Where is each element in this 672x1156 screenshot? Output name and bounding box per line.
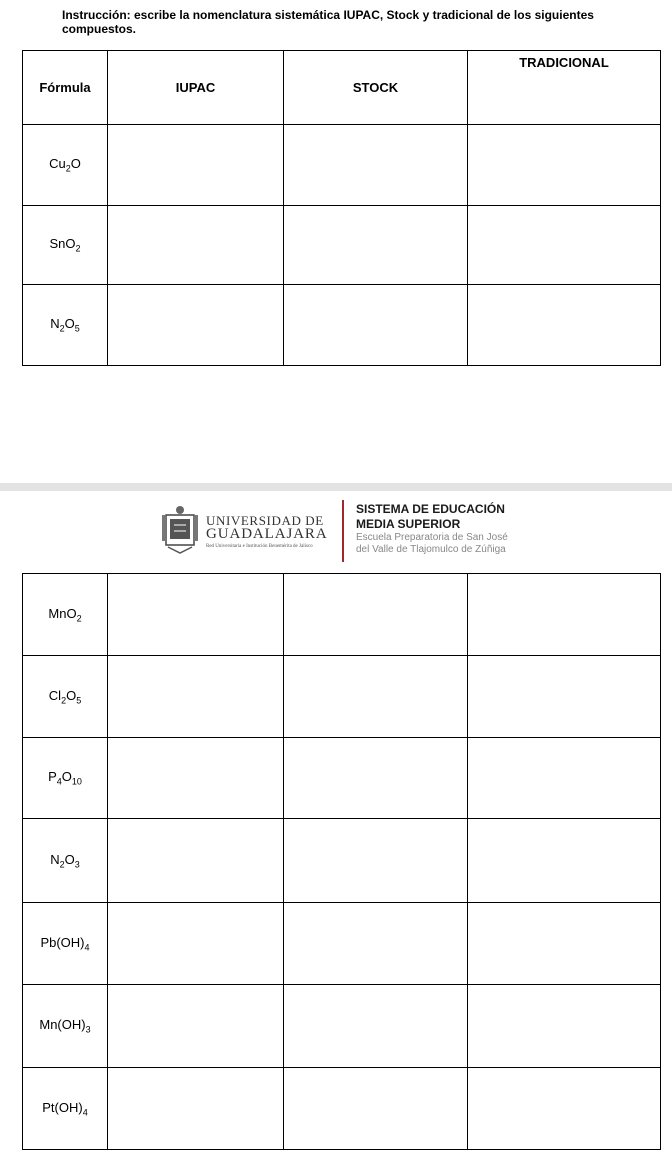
stock-answer-cell[interactable]	[284, 574, 468, 656]
table-row	[23, 574, 661, 656]
instruction-text: Instrucción: escribe la nomenclatura sistemática IUPAC, Stock y tradicional de los siguientes compuestos.	[62, 8, 594, 36]
stock-answer-cell[interactable]	[284, 903, 468, 985]
formula-subscript: 2	[75, 243, 81, 254]
formula-text: N	[50, 851, 60, 867]
header-formula: Fórmula	[23, 51, 108, 125]
header-stock: STOCK	[284, 51, 468, 125]
formula-subscript: 5	[76, 695, 82, 706]
table-row	[23, 656, 661, 738]
formula-subscript: 10	[71, 776, 82, 787]
tradicional-answer-cell[interactable]	[468, 125, 661, 206]
formula-text: O	[66, 687, 77, 703]
formula-subscript: 3	[85, 1024, 91, 1035]
iupac-answer-cell[interactable]	[108, 206, 284, 285]
logo-divider	[342, 500, 344, 562]
tradicional-answer-cell[interactable]	[468, 574, 661, 656]
institution-header	[0, 495, 672, 565]
iupac-answer-cell[interactable]	[108, 574, 284, 656]
formula-cell	[23, 985, 108, 1068]
tradicional-answer-cell[interactable]	[468, 819, 661, 903]
formula-subscript: 4	[84, 942, 90, 953]
table-row	[23, 985, 661, 1068]
formula-subscript: 5	[74, 323, 80, 334]
formula-text: SnO	[49, 236, 76, 252]
stock-answer-cell[interactable]	[284, 285, 468, 366]
udg-tagline: Red Universitaria e Institución Benemérita de Jalisco	[206, 544, 313, 549]
tradicional-answer-cell[interactable]	[468, 903, 661, 985]
sems-title-line1: SISTEMA DE EDUCACIÓN	[356, 502, 505, 516]
table-row	[23, 285, 661, 366]
formula-subscript: 2	[59, 859, 65, 870]
formula-text: O	[61, 769, 72, 785]
header-tradicional: TRADICIONAL	[468, 51, 661, 125]
table-row	[23, 1068, 661, 1150]
formula-text: Mn(OH)	[39, 1017, 86, 1033]
udg-crest-icon	[160, 503, 200, 555]
iupac-answer-cell[interactable]	[108, 985, 284, 1068]
formula-text: O	[64, 316, 75, 332]
formula-cell	[23, 1068, 108, 1150]
stock-answer-cell[interactable]	[284, 819, 468, 903]
tradicional-answer-cell[interactable]	[468, 656, 661, 738]
formula-cell	[23, 903, 108, 985]
iupac-answer-cell[interactable]	[108, 738, 284, 819]
table-header-row	[23, 51, 661, 125]
iupac-answer-cell[interactable]	[108, 903, 284, 985]
formula-subscript: 4	[82, 1107, 88, 1118]
formula-text: Pt(OH)	[42, 1099, 83, 1115]
formula-cell	[23, 285, 108, 366]
formula-text: P	[48, 769, 57, 785]
formula-text: O	[70, 156, 81, 172]
tradicional-answer-cell[interactable]	[468, 985, 661, 1068]
iupac-answer-cell[interactable]	[108, 1068, 284, 1150]
stock-answer-cell[interactable]	[284, 738, 468, 819]
formula-cell	[23, 656, 108, 738]
stock-answer-cell[interactable]	[284, 125, 468, 206]
formula-cell	[23, 206, 108, 285]
formula-cell	[23, 574, 108, 656]
stock-answer-cell[interactable]	[284, 1068, 468, 1150]
stock-answer-cell[interactable]	[284, 985, 468, 1068]
formula-text: MnO	[48, 605, 77, 621]
formula-text: O	[64, 851, 75, 867]
tradicional-answer-cell[interactable]	[468, 1068, 661, 1150]
udg-name-line2: GUADALAJARA	[206, 526, 328, 542]
nomenclature-table-page2	[22, 573, 661, 1150]
table-row	[23, 206, 661, 285]
school-name-line1: Escuela Preparatoria de San José	[356, 532, 508, 543]
iupac-answer-cell[interactable]	[108, 285, 284, 366]
formula-subscript: 2	[65, 163, 71, 174]
formula-subscript: 2	[76, 613, 82, 624]
table-row	[23, 819, 661, 903]
formula-text: Cu	[49, 156, 66, 172]
stock-answer-cell[interactable]	[284, 656, 468, 738]
stock-answer-cell[interactable]	[284, 206, 468, 285]
formula-subscript: 4	[56, 776, 62, 787]
iupac-answer-cell[interactable]	[108, 656, 284, 738]
formula-text: N	[50, 316, 60, 332]
table-row	[23, 903, 661, 985]
table-row	[23, 738, 661, 819]
iupac-answer-cell[interactable]	[108, 819, 284, 903]
formula-text: Cl	[48, 687, 62, 703]
page-break	[0, 483, 672, 491]
formula-subscript: 3	[74, 859, 80, 870]
formula-subscript: 2	[59, 323, 65, 334]
udg-name-line1: UNIVERSIDAD DE	[206, 513, 324, 528]
tradicional-answer-cell[interactable]	[468, 738, 661, 819]
formula-subscript: 2	[61, 695, 67, 706]
formula-cell	[23, 125, 108, 206]
table-row	[23, 125, 661, 206]
formula-cell	[23, 738, 108, 819]
sems-title-line2: MEDIA SUPERIOR	[356, 517, 461, 531]
formula-cell	[23, 819, 108, 903]
nomenclature-table-page1	[22, 50, 661, 366]
school-name-line2: del Valle de Tlajomulco de Zúñiga	[356, 544, 506, 555]
iupac-answer-cell[interactable]	[108, 125, 284, 206]
tradicional-answer-cell[interactable]	[468, 285, 661, 366]
header-iupac: IUPAC	[108, 51, 284, 125]
formula-text: Pb(OH)	[40, 934, 85, 950]
tradicional-answer-cell[interactable]	[468, 206, 661, 285]
